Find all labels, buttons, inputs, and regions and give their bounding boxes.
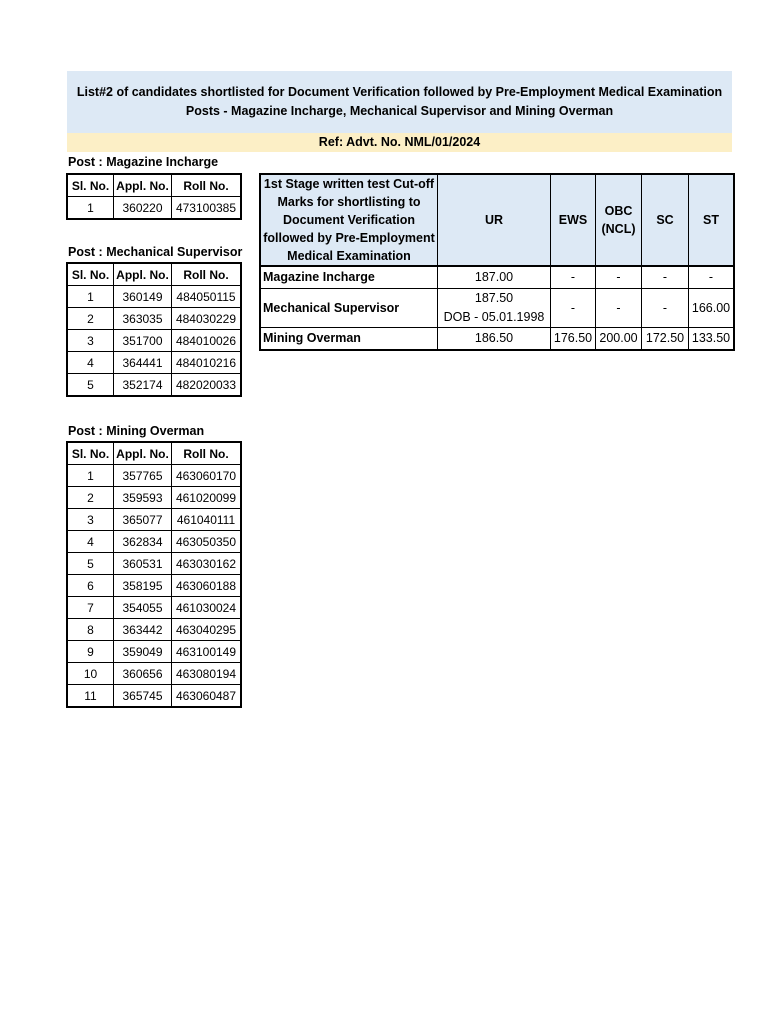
appl-no-cell: 357765: [114, 465, 172, 487]
table-row: [260, 289, 734, 328]
cutoff-ews: -: [551, 266, 596, 289]
cutoff-title: 1st Stage written test Cut-off Marks for shortlisting to Document Verification followed by Pre-Employment Medical Examination: [260, 174, 438, 266]
roll-no-cell: 484010216: [172, 352, 242, 374]
mechanical-table: [66, 262, 242, 397]
table-row: [67, 619, 241, 641]
sl-no-cell: 2: [67, 308, 114, 330]
appl-no-cell: 358195: [114, 575, 172, 597]
sl-no-cell: 1: [67, 197, 114, 220]
cutoff-st: -: [689, 266, 735, 289]
table-body: [67, 465, 241, 708]
roll-no-cell: 461040111: [172, 509, 242, 531]
magazine-table: [66, 173, 242, 220]
cutoff-obc: 200.00: [596, 328, 642, 351]
sl-no-cell: 7: [67, 597, 114, 619]
cutoff-ur: 187.00: [438, 266, 551, 289]
header-title: List#2 of candidates shortlisted for Document Verification followed by Pre-Employment Medical Examination: [76, 85, 723, 99]
header-subtitle: Posts - Magazine Incharge, Mechanical Supervisor and Mining Overman: [185, 104, 614, 118]
appl-no-cell: 351700: [114, 330, 172, 352]
appl-no-cell: 362834: [114, 531, 172, 553]
roll-no-cell: 463060487: [172, 685, 242, 708]
table-row: [260, 328, 734, 351]
sl-no-cell: 3: [67, 509, 114, 531]
appl-no-cell: 359593: [114, 487, 172, 509]
col-roll-no: Roll No.: [172, 263, 242, 286]
sl-no-cell: 11: [67, 685, 114, 708]
table-row: [67, 308, 241, 330]
roll-no-cell: 463060170: [172, 465, 242, 487]
col-appl-no: Appl. No.: [114, 174, 172, 197]
sl-no-cell: 1: [67, 465, 114, 487]
sl-no-cell: 9: [67, 641, 114, 663]
roll-no-cell: 463100149: [172, 641, 242, 663]
sl-no-cell: 2: [67, 487, 114, 509]
cutoff-ur: [438, 289, 551, 328]
cutoff-sc: 172.50: [642, 328, 689, 351]
table-row: [67, 286, 241, 308]
sl-no-cell: 4: [67, 531, 114, 553]
cutoff-ur-note: DOB - 05.01.1998: [443, 310, 545, 324]
table-row: [67, 597, 241, 619]
table-row: [67, 531, 241, 553]
mining-post-label: Post : Mining Overman: [68, 424, 205, 438]
cutoff-post: Mechanical Supervisor: [260, 289, 438, 328]
cutoff-table: [259, 173, 735, 351]
table-body: [67, 286, 241, 397]
sl-no-cell: 1: [67, 286, 114, 308]
table-row: [260, 266, 734, 289]
col-sl-no: Sl. No.: [67, 442, 114, 465]
table-row: [67, 641, 241, 663]
roll-no-cell: 461030024: [172, 597, 242, 619]
roll-no-cell: 461020099: [172, 487, 242, 509]
col-roll-no: Roll No.: [172, 442, 242, 465]
cutoff-post: Magazine Incharge: [260, 266, 438, 289]
roll-no-cell: 473100385: [172, 197, 242, 220]
table-row: [67, 330, 241, 352]
reference-number: Ref: Advt. No. NML/01/2024: [67, 133, 732, 152]
cutoff-post: Mining Overman: [260, 328, 438, 351]
col-sl-no: Sl. No.: [67, 263, 114, 286]
sl-no-cell: 4: [67, 352, 114, 374]
cutoff-ur: 186.50: [438, 328, 551, 351]
col-appl-no: Appl. No.: [114, 263, 172, 286]
appl-no-cell: 352174: [114, 374, 172, 397]
sl-no-cell: 6: [67, 575, 114, 597]
roll-no-cell: 463030162: [172, 553, 242, 575]
roll-no-cell: 463040295: [172, 619, 242, 641]
sl-no-cell: 8: [67, 619, 114, 641]
cutoff-ews: 176.50: [551, 328, 596, 351]
roll-no-cell: 463080194: [172, 663, 242, 685]
magazine-post-label: Post : Magazine Incharge: [68, 155, 219, 169]
table-row: [67, 575, 241, 597]
cutoff-obc: -: [596, 266, 642, 289]
table-row: [67, 685, 241, 708]
roll-no-cell: 482020033: [172, 374, 242, 397]
table-row: [67, 352, 241, 374]
document-header: [67, 71, 732, 133]
cutoff-obc: -: [596, 289, 642, 328]
table-body: [67, 197, 241, 220]
table-row: [67, 197, 241, 220]
mining-table: [66, 441, 242, 708]
table-row: [67, 663, 241, 685]
appl-no-cell: 364441: [114, 352, 172, 374]
table-row: [67, 553, 241, 575]
appl-no-cell: 365745: [114, 685, 172, 708]
sl-no-cell: 5: [67, 553, 114, 575]
roll-no-cell: 484010026: [172, 330, 242, 352]
cutoff-sc: -: [642, 266, 689, 289]
appl-no-cell: 360656: [114, 663, 172, 685]
roll-no-cell: 484050115: [172, 286, 242, 308]
col-ews: EWS: [551, 174, 596, 266]
appl-no-cell: 360531: [114, 553, 172, 575]
appl-no-cell: 359049: [114, 641, 172, 663]
col-st: ST: [689, 174, 735, 266]
appl-no-cell: 360149: [114, 286, 172, 308]
col-sl-no: Sl. No.: [67, 174, 114, 197]
cutoff-st: 166.00: [689, 289, 735, 328]
cutoff-ur-value: 187.50: [474, 291, 514, 305]
col-sc: SC: [642, 174, 689, 266]
roll-no-cell: 463060188: [172, 575, 242, 597]
appl-no-cell: 354055: [114, 597, 172, 619]
cutoff-st: 133.50: [689, 328, 735, 351]
cutoff-sc: -: [642, 289, 689, 328]
appl-no-cell: 363442: [114, 619, 172, 641]
appl-no-cell: 360220: [114, 197, 172, 220]
sl-no-cell: 10: [67, 663, 114, 685]
roll-no-cell: 463050350: [172, 531, 242, 553]
table-row: [67, 487, 241, 509]
appl-no-cell: 365077: [114, 509, 172, 531]
roll-no-cell: 484030229: [172, 308, 242, 330]
sl-no-cell: 3: [67, 330, 114, 352]
col-appl-no: Appl. No.: [114, 442, 172, 465]
col-ur: UR: [438, 174, 551, 266]
sl-no-cell: 5: [67, 374, 114, 397]
table-row: [67, 374, 241, 397]
col-obc: OBC (NCL): [596, 174, 642, 266]
cutoff-ews: -: [551, 289, 596, 328]
mechanical-post-label: Post : Mechanical Supervisor: [68, 245, 243, 259]
table-row: [67, 509, 241, 531]
col-roll-no: Roll No.: [172, 174, 242, 197]
table-row: [67, 465, 241, 487]
appl-no-cell: 363035: [114, 308, 172, 330]
